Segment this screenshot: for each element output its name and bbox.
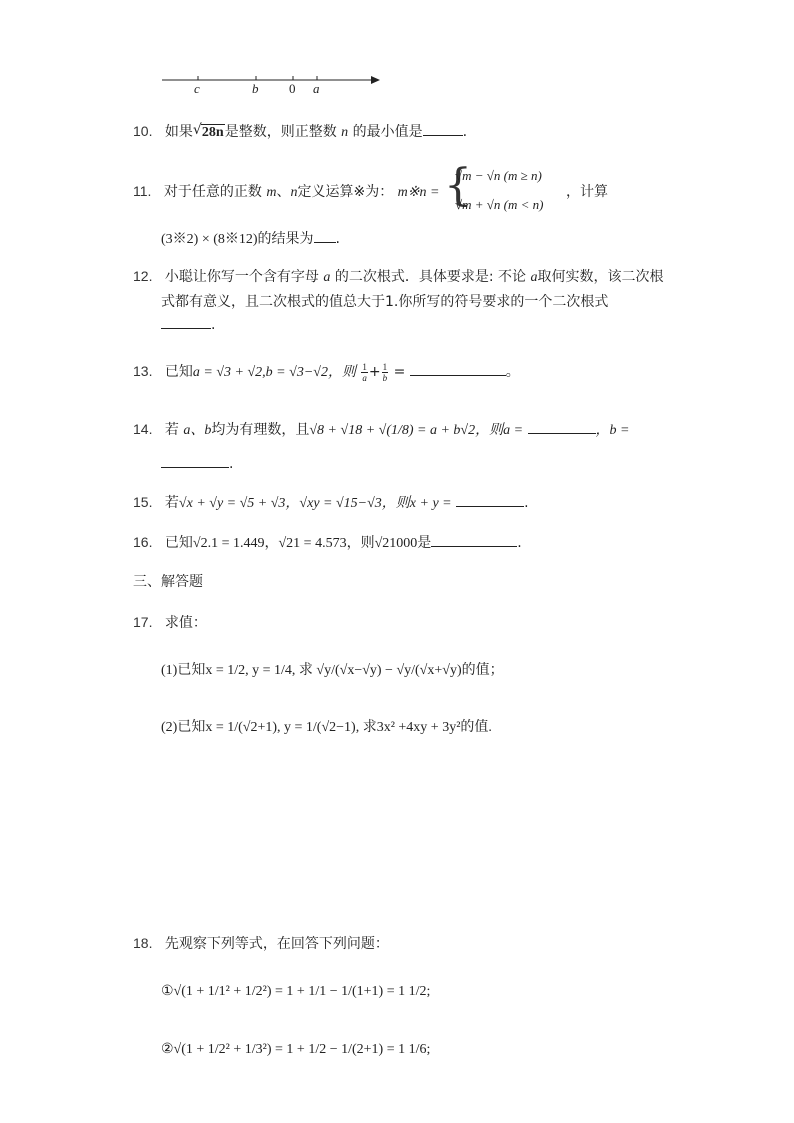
equals: = (393, 364, 406, 380)
question-17 (133, 612, 207, 632)
math-expression: a = √3 + √2,b = √3−√2，则 (192, 365, 356, 380)
question-number: 15. (133, 494, 153, 510)
question-text: 是整数，则正整数 (224, 124, 337, 140)
answer-blank[interactable] (161, 314, 211, 329)
numberline-label-b: b (252, 81, 259, 96)
question-number: 10. (133, 123, 153, 139)
period: . (229, 456, 234, 472)
fraction-1-over-a: $\frac{1}{a}$ (362, 361, 367, 383)
period: . (211, 317, 216, 333)
question-text: 对于任意的正数 (163, 184, 262, 200)
answer-blank[interactable] (528, 419, 596, 434)
math-expression: ，b = (595, 423, 630, 438)
question-11 (133, 181, 439, 201)
question-text: 的最小值是 (352, 124, 423, 140)
equation-1 (161, 983, 430, 1000)
piecewise-case-2: √m + √n (m < n) (455, 197, 544, 212)
brace: { (444, 160, 472, 211)
answer-blank[interactable] (423, 121, 463, 136)
math-expression: m※n = (397, 185, 440, 200)
separator: 、 (276, 184, 291, 200)
numberline-label-0: 0 (289, 81, 296, 96)
question-text: 若 (164, 422, 179, 438)
math-expression: √2.1 = 1.449，√21 = 4.573，则√21000是 (192, 536, 432, 551)
question-18 (133, 933, 389, 953)
question-number: 13. (133, 363, 153, 379)
question-text: 取何实数，该二次根 (537, 269, 664, 285)
question-10 (133, 121, 467, 141)
question-text: 式都有意义，且二次根式的值总大于1.你所写的符号要求的一个二次根式 (161, 294, 609, 310)
period: . (517, 535, 522, 551)
math-expression: √x + √y = √5 + √3，√xy = √15−√3，则x + y = (178, 496, 452, 511)
question-16 (133, 532, 522, 552)
question-number: 12. (133, 268, 153, 284)
answer-blank[interactable] (161, 453, 229, 468)
question-number: 17. (133, 614, 153, 630)
math-expression: √8 + √18 + √(1/8) = a + b√2，则a = (309, 423, 524, 438)
answer-blank[interactable] (410, 361, 506, 376)
question-text: 均为有理数，且 (211, 422, 310, 438)
question-text: (3※2) × (8※12)的结果为 (161, 232, 314, 247)
question-text: 定义运算※为： (297, 184, 394, 200)
period: . (335, 231, 340, 247)
question-text: 若 (164, 495, 179, 511)
question-number: 14. (133, 421, 153, 437)
question-17-part1 (161, 659, 504, 679)
answer-blank[interactable] (431, 532, 517, 547)
radical: √ 28n (192, 122, 224, 140)
math-var: a (530, 270, 538, 285)
period: 。 (505, 364, 520, 380)
question-13: 13. 已知a = √3 + √2,b = √3−√2，则 $\frac{1}{a}$ + $\frac{1}{b}$ = 。 (133, 361, 520, 383)
section-title: 三、解答题 (133, 574, 203, 590)
answer-blank[interactable] (314, 228, 336, 243)
question-12-line3 (161, 314, 215, 333)
question-text: 小聪让你写一个含有字母 (164, 269, 319, 285)
question-number: 16. (133, 534, 153, 550)
answer-blank[interactable] (456, 492, 524, 507)
math-var: a (323, 270, 331, 285)
math-var: n (341, 125, 349, 140)
question-text: 求值： (164, 615, 207, 631)
question-12 (133, 266, 663, 286)
question-text: 已知 (164, 535, 193, 551)
math-var: a、b (183, 423, 212, 438)
question-text: ，计算 (566, 184, 608, 200)
numberline-label-a: a (313, 81, 320, 96)
question-12-line2 (161, 291, 608, 311)
question-text: 的二次根式．具体要求是: 不论 (334, 269, 526, 285)
numberline-label-c: c (194, 81, 200, 96)
math-expression: (1)已知x = 1/2, y = 1/4, 求 √y/(√x−√y) − √y/(√x+√y)的值； (161, 663, 504, 678)
equation-2 (161, 1041, 430, 1058)
piecewise-case-1: √m − √n (m ≥ n) (455, 168, 542, 183)
question-17-part2 (161, 716, 492, 736)
question-text: 已知 (164, 364, 193, 380)
question-number: 18. (133, 935, 153, 951)
math-expression: ①√(1 + 1/1² + 1/2²) = 1 + 1/1 − 1/(1+1) = 1 1/2; (161, 984, 431, 999)
question-14 (133, 419, 629, 439)
period: . (462, 124, 468, 140)
question-11-line2 (161, 228, 340, 248)
math-var: m (266, 185, 277, 200)
math-var: n (290, 185, 298, 200)
question-14-line2 (161, 453, 233, 472)
math-expression: (2)已知x = 1/(√2+1), y = 1/(√2−1), 求3x² +4xy + 3y²的值. (161, 720, 492, 735)
question-number: 11. (133, 183, 152, 199)
question-text: 如果 (164, 124, 193, 140)
question-text: 先观察下列等式，在回答下列问题： (164, 936, 389, 952)
period: . (524, 495, 529, 511)
math-expression: ②√(1 + 1/2² + 1/3²) = 1 + 1/2 − 1/(2+1) = 1 1/6; (161, 1042, 431, 1057)
question-15 (133, 492, 529, 512)
fraction-1-over-b: $\frac{1}{b}$ (382, 361, 388, 383)
